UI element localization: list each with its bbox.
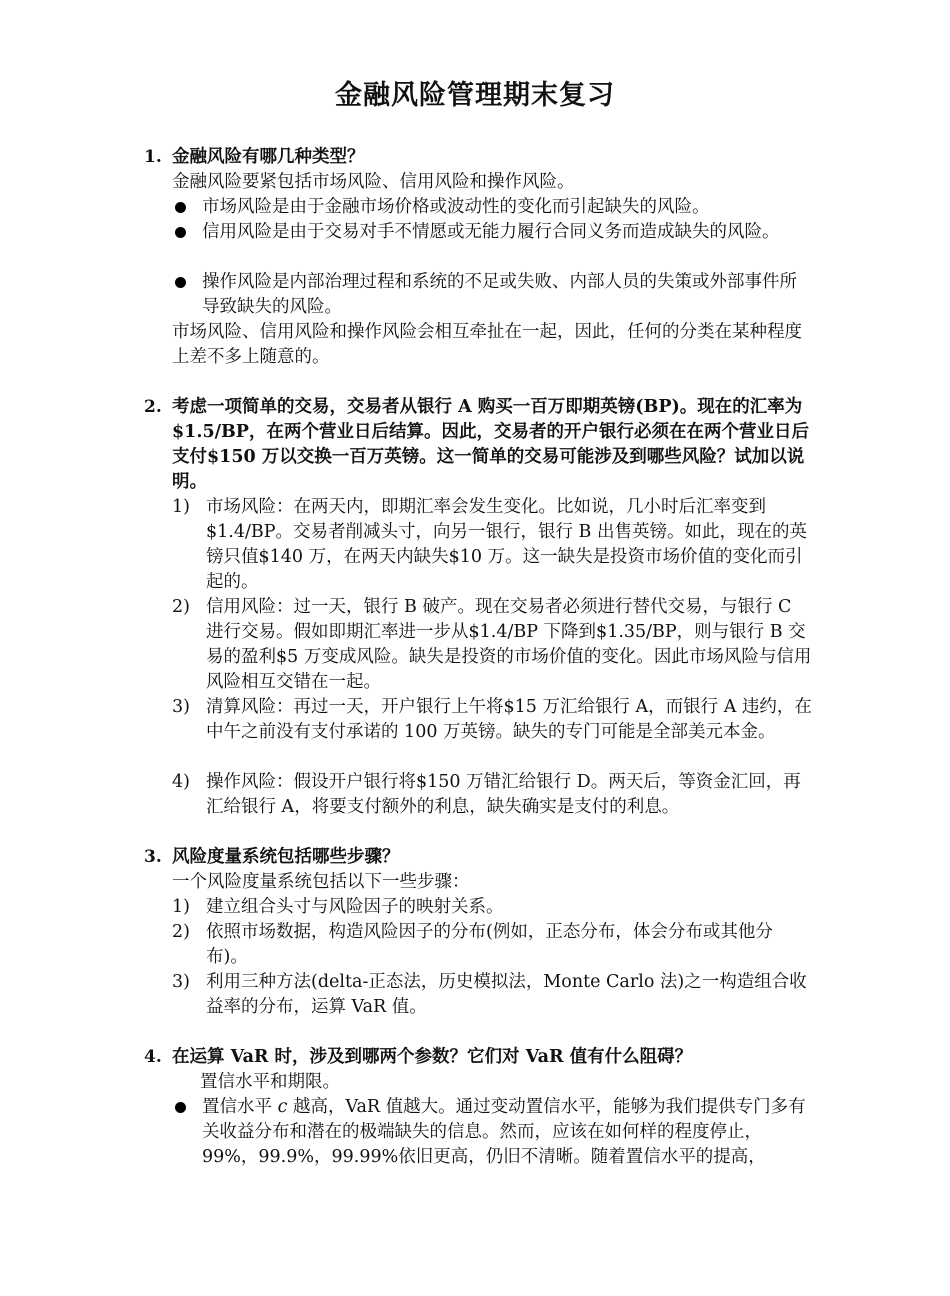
q1-bullet-3: 操作风险是内部治理过程和系统的不足或失败、内部人员的失策或外部事件所导致缺失的风险。 [172,270,812,320]
question-3-number: 3. [144,847,162,867]
q2-item-4: 4) 操作风险：假设开户银行将$150 万错汇给银行 D。两天后，等资金汇回，再汇给银行 A，将要支付额外的利息，缺失确实是支付的利息。 [172,772,801,817]
q4-bullet-1: 置信水平 c 越高，VaR 值越大。通过变动置信水平，能够为我们提供专门多有关收益分布和潜在的极端缺失的信息。然而，应该在如何样的程度停止，99%，99.9%，99.99%依旧更高，仍旧不清晰。随着置信水平的提高， [172,1095,812,1170]
question-4-text: 在运算 VaR 时，涉及到哪两个参数？它们对 VaR 值有什么阻碍？ [172,1047,693,1067]
q1-bullet-1: 市场风险是由于金融市场价格或波动性的变化而引起缺失的风险。 [172,195,812,220]
question-2-text: 考虑一项简单的交易，交易者从银行 A 购买一百万即期英镑(BP)。现在的汇率为$1.5/BP，在两个营业日后结算。因此，交易者的开户银行必须在在两个营业日后支付$150 万以交换一百万英镑。这一简单的交易可能涉及到哪些风险？试加以说明。 [172,397,809,492]
q3-intro: 一个风险度量系统包括以下一些步骤： [172,872,470,892]
question-2-number: 2. [144,397,162,417]
question-4-number: 4. [144,1047,162,1067]
q3-item-1: 1) 建立组合头寸与风险因子的映射关系。 [172,897,504,917]
bullet-icon [175,1102,186,1113]
question-1-text: 金融风险有哪几种类型？ [172,147,365,167]
q4-intro: 置信水平和期限。 [200,1072,340,1092]
q1-intro: 金融风险要紧包括市场风险、信用风险和操作风险。 [172,172,575,192]
q2-item-1: 1) 市场风险：在两天内，即期汇率会发生变化。比如说，几小时后汇率变到$1.4/BP。交易者削减头寸，向另一银行，银行 B 出售英镑。如此，现在的英镑只值$140 万，在两天内缺失$10 万。这一缺失是投资市场价值的变化而引起的。 [172,497,807,592]
page-title: 金融风险管理期末复习 [335,80,615,111]
q2-item-3: 3) 清算风险：再过一天，开户银行上午将$15 万汇给银行 A，而银行 A 违约，在中午之前没有支付承诺的 100 万英镑。缺失的专门可能是全部美元本金。 [172,697,812,742]
q1-bullet-2: 信用风险是由于交易对手不情愿或无能力履行合同义务而造成缺失的风险。 [172,220,812,245]
question-1-number: 1. [144,147,162,167]
bullet-icon [175,227,186,238]
q2-item-2: 2) 信用风险：过一天，银行 B 破产。现在交易者必须进行替代交易，与银行 C 进行交易。假如即期汇率进一步从$1.4/BP 下降到$1.35/BP，则与银行 B 交易的盈利$5 万变成风险。缺失是投资的市场价值的变化。因此市场风险与信用风险相互交错在一起。 [172,597,812,692]
question-3-text: 风险度量系统包括哪些步骤？ [172,847,400,867]
bullet-icon [175,202,186,213]
q3-item-3: 3) 利用三种方法(delta-正态法，历史模拟法，Monte Carlo 法)之一构造组合收益率的分布，运算 VaR 值。 [172,972,807,1017]
bullet-icon [175,277,186,288]
q1-conclusion: 市场风险、信用风险和操作风险会相互牵扯在一起，因此，任何的分类在某种程度上差不多上随意的。 [172,322,802,367]
q3-item-2: 2) 依照市场数据，构造风险因子的分布(例如，正态分布，体会分布或其他分布)。 [172,922,773,967]
